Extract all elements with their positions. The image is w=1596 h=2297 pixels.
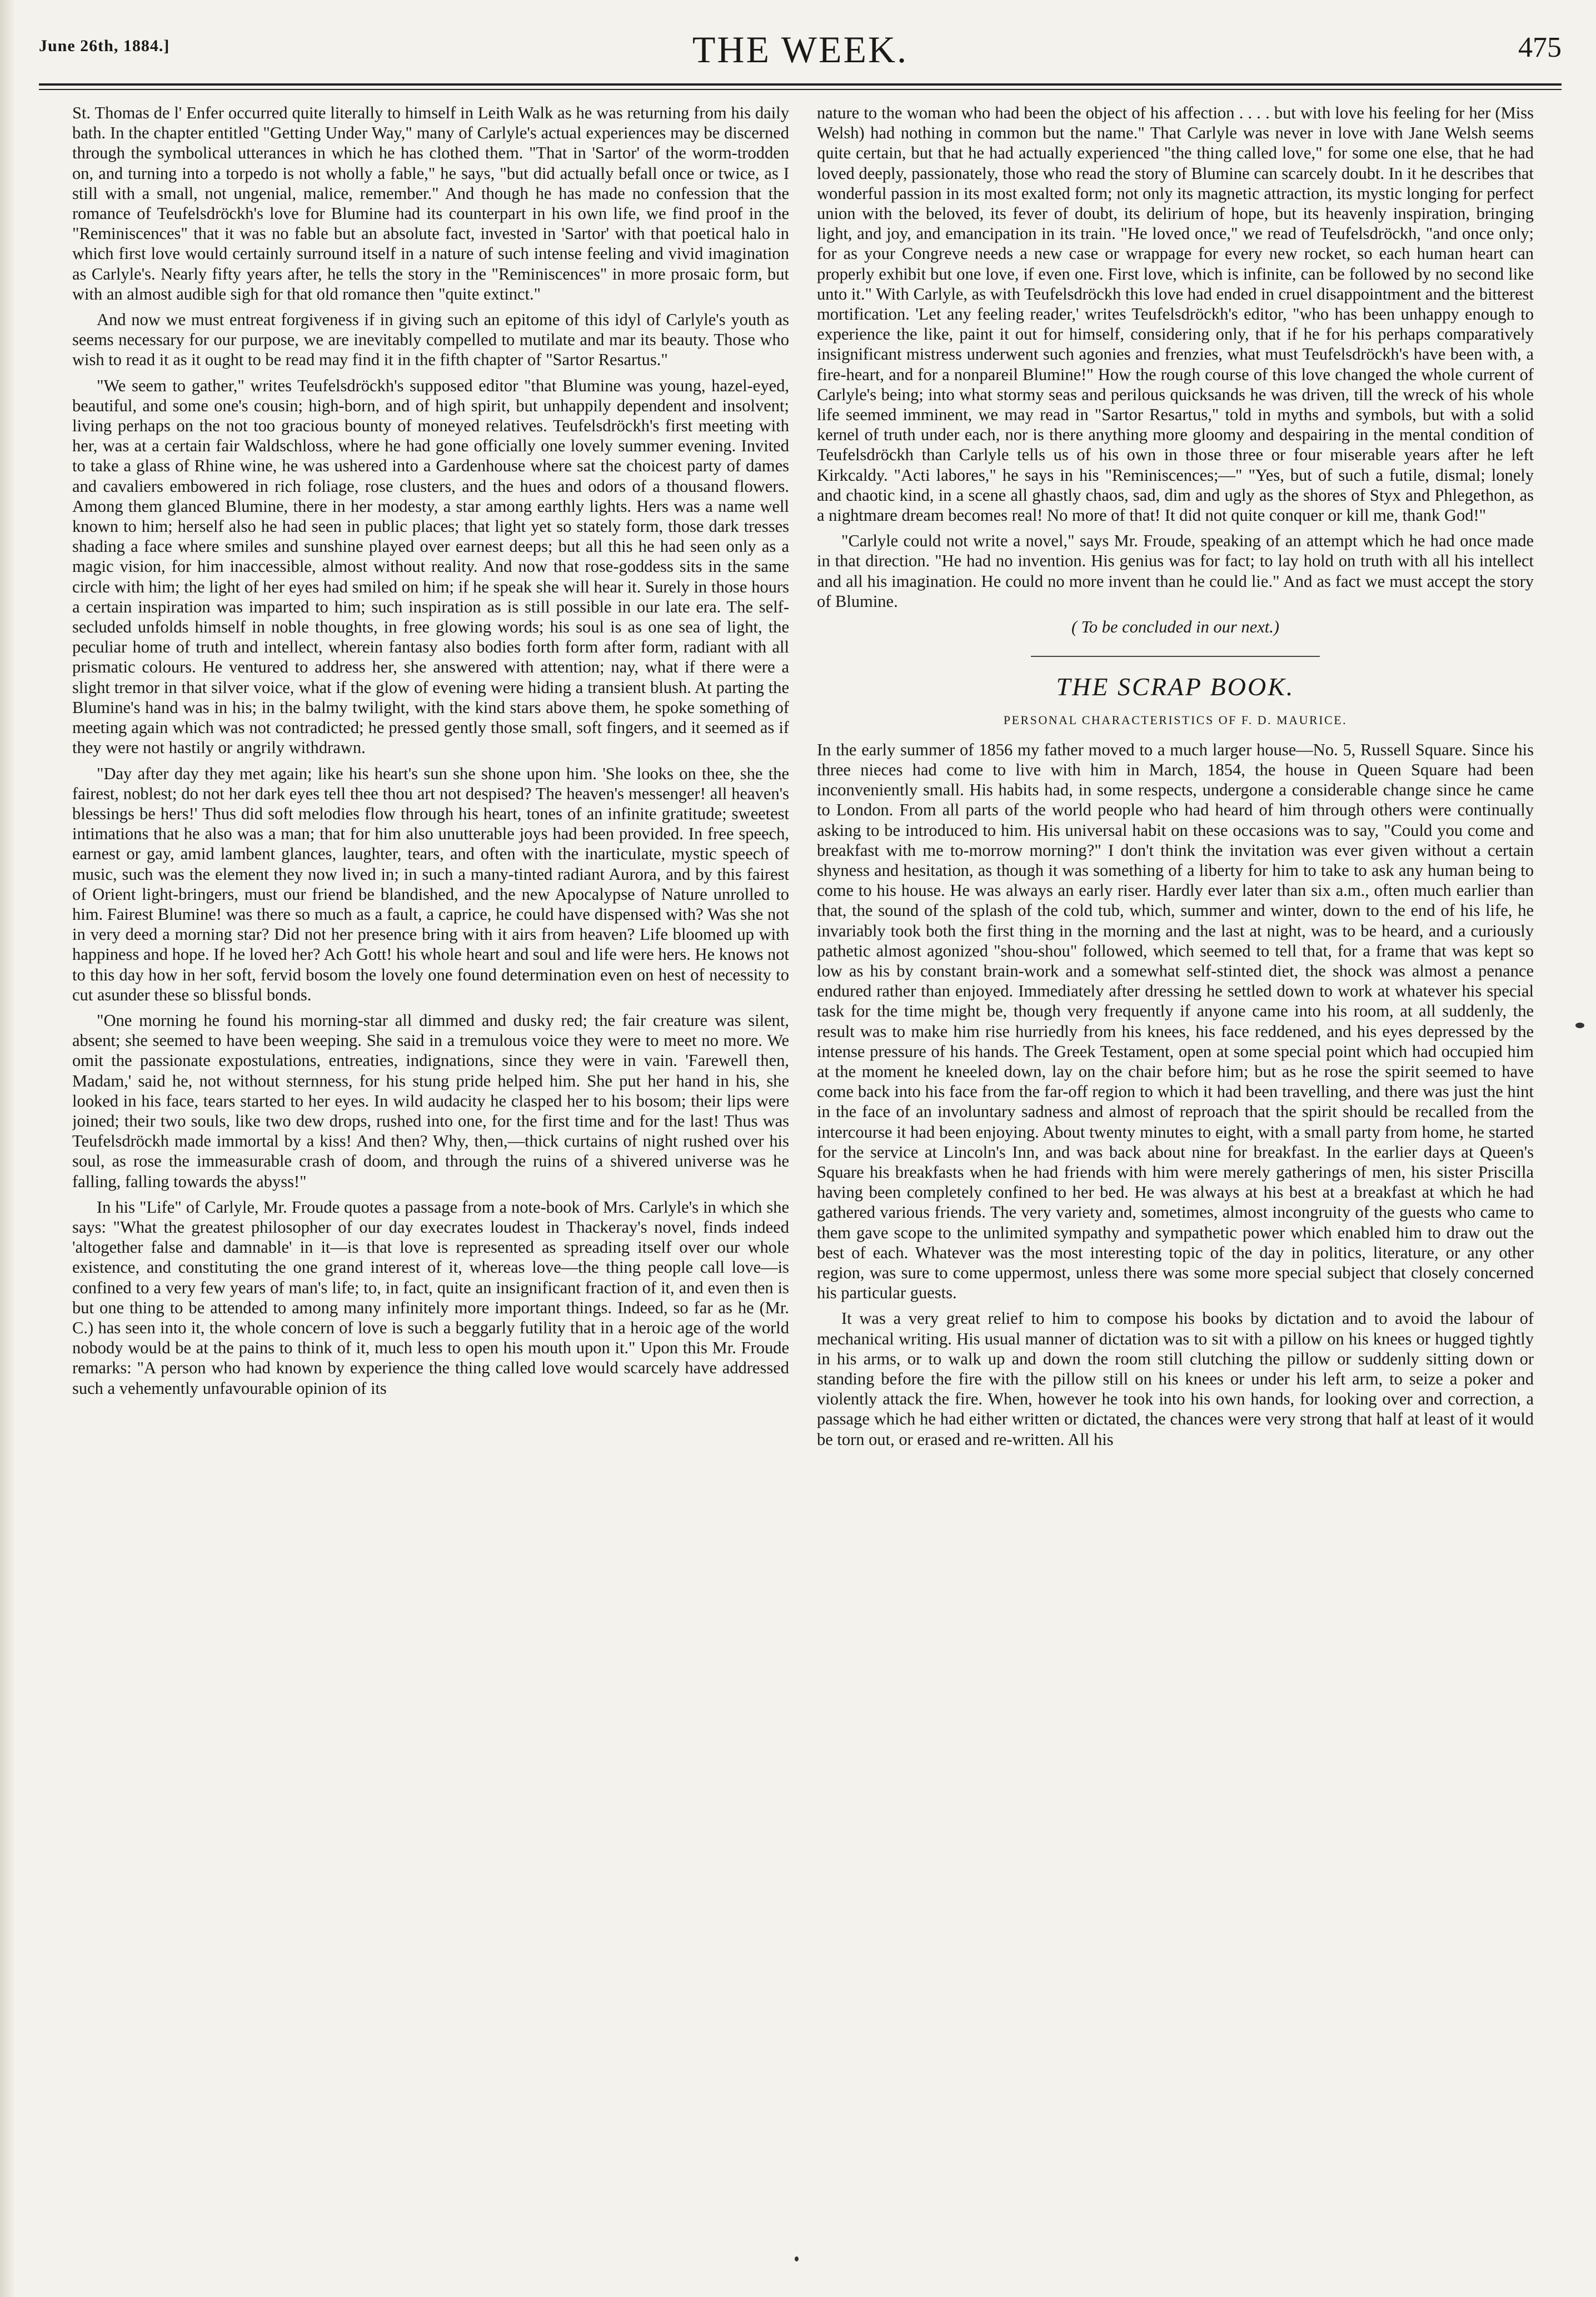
article-paragraph: "Day after day they met again; like his heart's sun she shone upon him. 'She looks on thee, she the fairest, noblest; do not her dark eyes tell thee thou art not despised? The heaven's messenger! all heaven's blessings be hers!' Thus did soft melodies flow through his heart, tones of an infinite gratitude; sweetest intimations that he also was a man; that for him also unutterable joys had been provided. In free speech, earnest or gay, amid lambent glances, laughter, tears, and often with the inarticulate, mystic speech of music, such was the element they now lived in; in such a many-tinted radiant Aurora, and by this fairest of Orient light-bringers, must our friend be blandished, and the new Apocalypse of Nature unrolled to him. Fairest Blumine! was there so much as a fault, a caprice, he could have dispensed with? Was she not in very deed a morning star? Did not her presence bring with it airs from heaven? Life bloomed up with happiness and hope. If he loved her? Ach Gott! his whole heart and soul and life were hers. He knows not to this day how in her soft, fervid bosom the lovely one found determination even on hest of necessity to cut asunder these so blissful bonds.	[72, 764, 789, 1004]
header-rule-thin	[39, 89, 1562, 90]
header-rule-thick	[39, 83, 1562, 86]
article-paragraph: "Carlyle could not write a novel," says Mr. Froude, speaking of an attempt which he had once made in that direction. "He had no invention. His genius was for fact; to lay hold on truth with all his intellect and all his imagination. He could no more invent than he could lie." And as fact we must accept the story of Blumine.	[817, 531, 1534, 611]
article-paragraph: In the early summer of 1856 my father moved to a much larger house—No. 5, Russell Square. Since his three nieces had come to live with him in March, 1854, the house in Queen Square had been inconveniently small. His habits had, in some respects, undergone a considerable change since he came to London. From all parts of the world people who had heard of him through others were continually asking to be introduced to him. His universal habit on these occasions was to say, "Could you come and breakfast with me to-morrow morning?" I don't think the invitation was ever given without a certain shyness and hesitation, as though it was something of a liberty for him to take to ask any human being to come to his house. He was always an early riser. Hardly ever later than six a.m., often much earlier than that, the sound of the splash of the cold tub, which, summer and winter, down to the end of his life, he invariably took both the first thing in the morning and the last at night, was to be heard, and a curiously pathetic almost agonized "shou-shou" followed, which seemed to tell that, for a frame that was kept so low as his by constant brain-work and a somewhat self-stinted diet, the shock was almost a penance endured rather than enjoyed. Immediately after dressing he settled down to work at whatever his special task for the time might be, though very frequently if anyone came into his room, at all suddenly, the result was to make him rise hurriedly from his knees, his face reddened, and his eyes depressed by the intense pressure of his hands. The Greek Testament, open at some special point which had occupied him at the moment he kneeled down, lay on the chair before him; but as he rose the spirit seemed to have come back into his face from the far-off region to which it had been travelling, and there was just the hint in the face of an involuntary sadness and almost of reproach that the spirit should be recalled from the intercourse it had been enjoying. About twenty minutes to eight, with a small party from home, he started for the service at Lincoln's Inn, and was back about nine for breakfast. In the earlier days at Queen's Square his breakfasts when he had friends with him were merely gatherings of men, his sister Priscilla having been completely confined to her bed. He was always at his best at a breakfast at which he had gathered various friends. The very variety and, sometimes, almost incongruity of the guests who came to them gave scope to the unlimited sympathy and sympathetic power which enabled him to draw out the best of each. Whatever was the most interesting topic of the day in politics, literature, or any other region, was sure to come uppermost, unless there was some more special subject that closely concerned his particular guests.	[817, 740, 1534, 1303]
article-paragraph: St. Thomas de l' Enfer occurred quite literally to himself in Leith Walk as he was returning from his daily bath. In the chapter entitled "Getting Under Way," many of Carlyle's actual experiences may be discerned through the symbolical utterances in which he has clothed them. "That in 'Sartor' of the worm-trodden on, and turning into a torpedo is not wholly a fable," he says, "but did actually befall once or twice, as I still with a small, not ungenial, malice, remember." And though he has made no confession that the romance of Teufelsdröckh's love for Blumine had its counterpart in his own life, we find proof in the "Reminiscences" that it was no fable but an absolute fact, invested in 'Sartor' with that poetical halo in which first love would certainly surround itself in a nature of such intense feeling and vivid imagination as Carlyle's. Nearly fifty years after, he tells the story in the "Reminiscences" in more prosaic form, but with an almost audible sigh for that old romance then "quite extinct."	[72, 103, 789, 303]
left-column	[72, 103, 789, 2287]
article-paragraph: It was a very great relief to him to compose his books by dictation and to avoid the labour of mechanical writing. His usual manner of dictation was to sit with a pillow on his knees or hugged tightly in his arms, or to walk up and down the room still clutching the pillow or suddenly sitting down or standing before the fire with the pillow still on his knees or under his left arm, to seize a poker and violently attack the fire. When, however he took into his own hands, for looking over and correction, a passage which he had either written or dictated, the chances were very strong that half at least of it would be torn out, or erased and re-written. All his	[817, 1309, 1534, 1449]
right-column	[817, 103, 1534, 2287]
section-divider	[1031, 656, 1320, 657]
article-paragraph: "One morning he found his morning-star all dimmed and dusky red; the fair creature was silent, absent; she seemed to have been weeping. She said in a tremulous voice they were to meet no more. We omit the passionate expostulations, entreaties, indignations, since they were in vain. 'Farewell then, Madam,' said he, not without sternness, for his stung pride helped him. She put her hand in his, she looked in his face, tears started to her eyes. In wild audacity he clasped her to his bosom; their lips were joined; their two souls, like two dew drops, rushed into one, for the first time and for the last! Thus was Teufelsdröckh made immortal by a kiss! And then? Why, then,—thick curtains of night rushed over his soul, as rose the immeasurable crash of doom, and through the ruins of a shivered universe was he falling, falling towards the abyss!"	[72, 1010, 789, 1191]
article-paragraph: And now we must entreat forgiveness if in giving such an epitome of this idyl of Carlyle's youth as seems necessary for our purpose, we are inevitably compelled to mutilate and mar its beauty. Those who wish to read it as it ought to be read may find it in the fifth chapter of "Sartor Resartus."	[72, 310, 789, 370]
section-title: THE SCRAP BOOK.	[1056, 672, 1295, 701]
section-subtitle: PERSONAL CHARACTERISTICS OF F. D. MAURICE.	[1003, 713, 1348, 728]
page-number: 475	[1518, 32, 1562, 63]
masthead-title: THE WEEK.	[692, 28, 909, 71]
article-paragraph: nature to the woman who had been the object of his affection . . . . but with love his feeling for her (Miss Welsh) had nothing in common but the name." That Carlyle was never in love with Jane Welsh seems quite certain, but that he had actually experienced "the thing called love," for some one else, that he had loved deeply, passionately, those who read the story of Blumine can scarcely doubt. In it he describes that wonderful passion in its most exalted form; not only its magnetic attraction, its mystic longing for perfect union with the beloved, its fever of doubt, its delirium of hope, but its heavenly inspiration, bringing light, and joy, and emancipation in its train. "He loved once," we read of Teufelsdröckh, "and once only; for as your Congreve needs a new case or wrappage for every new rocket, so each human heart can properly exhibit but one love, if even one. First love, which is infinite, can be followed by no second like unto it." With Carlyle, as with Teufelsdröckh this love had ended in cruel disappointment and the bitterest mortification. 'Let any feeling reader,' writes Teufelsdröckh's editor, "who has been unhappy enough to experience the like, paint it out for himself, considering only, that if he for his perhaps comparatively insignificant mistress underwent such agonies and frenzies, what must Teufelsdröckh's have been with, a fire-heart, and for a nonpareil Blumine!" How the rough course of this love changed the whole current of Carlyle's being; into what stormy seas and perilous quicksands he was driven, till the wreck of his whole life seemed imminent, we may read in "Sartor Resartus," told in myths and symbols, but with a solid kernel of truth under each, nor is there anything more gloomy and despairing in the mental condition of Teufelsdröckh than Carlyle tells us of his own in those three or four miserable years after he left Kirkcaldy. "Acti labores," he says in his "Reminiscences;—" "Yes, but of such a futile, dismal; lonely and chaotic kind, in a scene all ghastly chaos, sad, dim and ugly as the shores of Styx and Phlegethon, as a nightmare dream becomes real! No more of that! It did not quite conquer or kill me, thank God!"	[817, 103, 1534, 525]
ink-mark	[1575, 1023, 1584, 1028]
scan-edge-shadow	[0, 0, 16, 2297]
article-paragraph: "We seem to gather," writes Teufelsdröckh's supposed editor "that Blumine was young, hazel-eyed, beautiful, and some one's cousin; high-born, and of high spirit, but unhappily dependent and insolvent; living perhaps on the not too gracious bounty of moneyed relatives. Teufelsdröckh's first meeting with her, was at a certain fair Waldschloss, where he had gone officially one lovely summer evening. Invited to take a glass of Rhine wine, he was ushered into a Gardenhouse where sat the choicest party of dames and cavaliers embowered in rich foliage, rose clusters, and the hues and odors of a thousand flowers. Among them glanced Blumine, there in her modesty, a star among earthly lights. Hers was a name well known to him; herself also he had seen in public places; that light yet so stately form, those dark tresses shading a face where smiles and sunshine played over earnest deeps; but all this he had seen only as a magic vision, for him inaccessible, almost without reality. And now that rose-goddess sits in the same circle with him; the light of her eyes had smiled on him; if he speak she will hear it. Surely in those hours a certain inspiration was imparted to him; such inspiration as is still possible in our late era. The self-secluded unfolds himself in noble thoughts, in free glowing words; his soul is as one sea of light, the peculiar home of truth and intellect, wherein fantasy also bodies forth form after form, radiant with all prismatic colours. He ventured to address her, she answered with attention; nay, what if there were a slight tremor in that silver voice, what if the glow of evening were hiding a transient blush. At parting the Blumine's hand was in his; in the balmy twilight, with the kind stars above them, he spoke something of meeting again which was not contradicted; he pressed gently those small, soft fingers, and it seemed as if they were not hastily or angrily withdrawn.	[72, 376, 789, 758]
continued-note: ( To be concluded in our next.)	[1071, 617, 1280, 637]
page-header	[39, 28, 1562, 78]
ink-mark	[795, 2256, 799, 2261]
article-paragraph: In his "Life" of Carlyle, Mr. Froude quotes a passage from a note-book of Mrs. Carlyle's in which she says: "What the greatest philosopher of our day execrates loudest in Thackeray's novel, finds indeed 'altogether false and damnable' in it—is that love is represented as spreading itself over our whole existence, and constituting the one grand interest of it, whereas love—the thing people call love—is confined to a very few years of man's life; to, in fact, quite an insignificant fraction of it, and even then is but one thing to be attended to among many infinitely more important things. Indeed, so far as he (Mr. C.) has seen into it, the whole concern of love is such a beggarly futility that in a heroic age of the world nobody would be at the pains to think of it, much less to open his mouth upon it." Upon this Mr. Froude remarks: "A person who had known by experience the thing called love would scarcely have addressed such a vehemently unfavourable opinion of its	[72, 1197, 789, 1398]
issue-date: June 26th, 1884.]	[39, 37, 170, 55]
